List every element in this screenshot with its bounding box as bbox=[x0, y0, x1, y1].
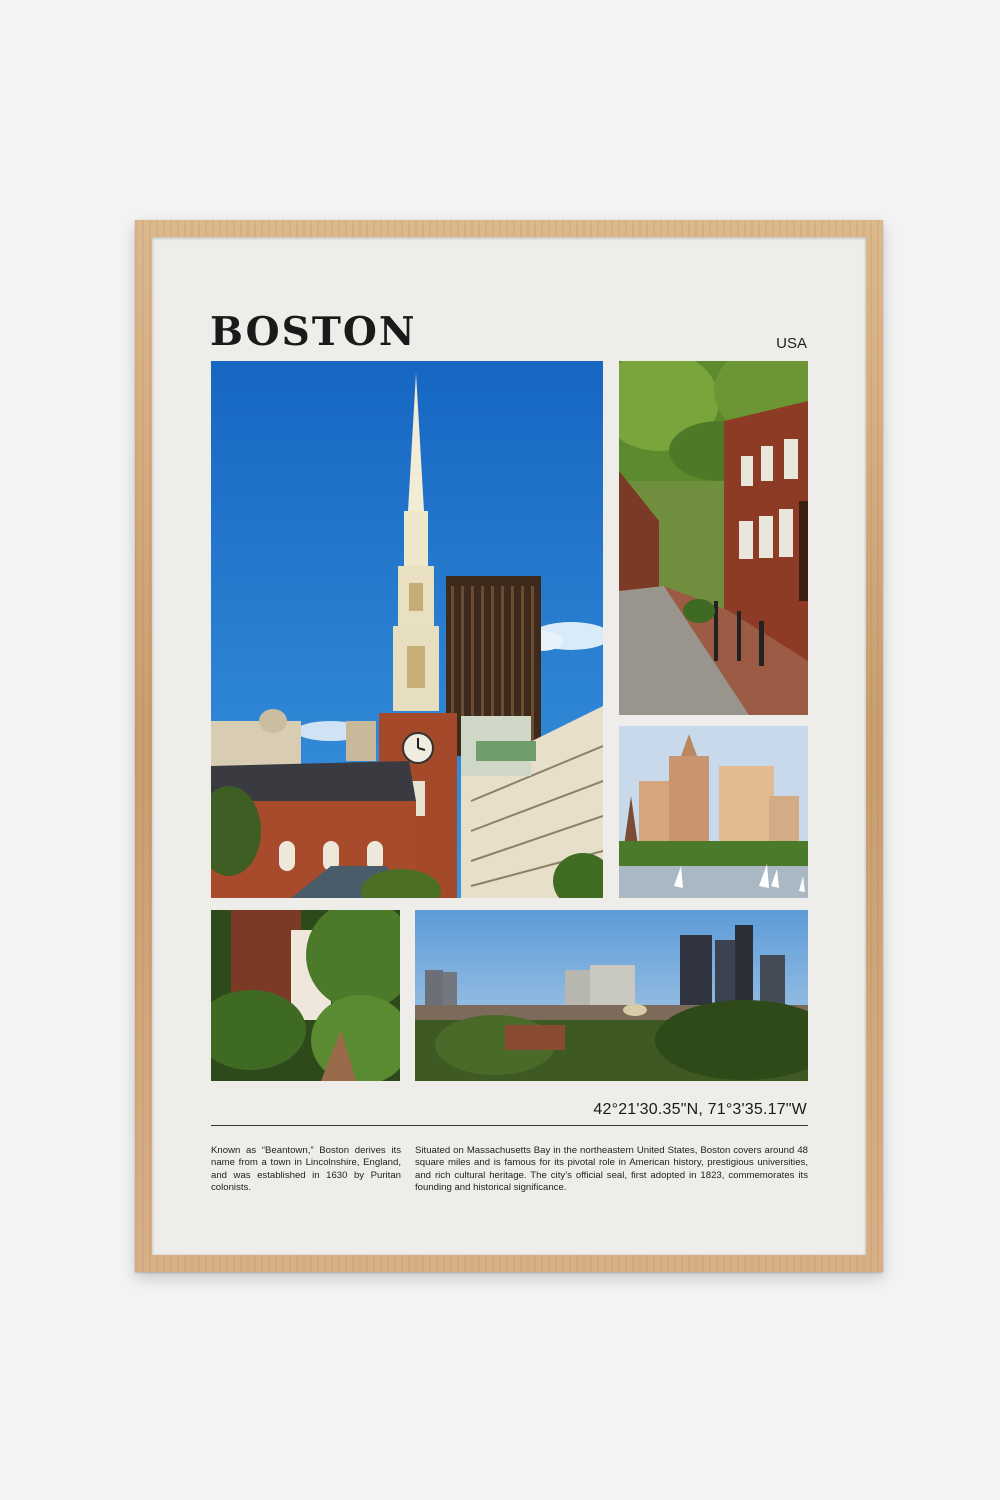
garden-walkway-photo bbox=[211, 910, 400, 1081]
poster-print bbox=[152, 237, 866, 1255]
brick-street-photo bbox=[619, 361, 808, 715]
description-left: Known as “Beantown,” Boston derives its name from a town in Lincolnshire, England, and was established in 1630 by Puritan colonists. bbox=[211, 1145, 401, 1194]
wooden-frame bbox=[135, 220, 883, 1272]
skyline-sailboats-photo bbox=[619, 726, 808, 898]
city-panorama-photo bbox=[415, 910, 808, 1081]
church-steeple-photo bbox=[211, 361, 603, 898]
coordinates-text: 42°21'30.35"N, 71°3'35.17"W bbox=[593, 1101, 807, 1118]
city-title: BOSTON bbox=[210, 309, 417, 355]
description-right: Situated on Massachusetts Bay in the northeastern United States, Boston covers around 48 square miles and is famous for its pivotal role in American history, prestigious universities, and rich cultural heritage. The city’s official seal, first adopted in 1823, commemorates its founding and historical significance. bbox=[415, 1145, 808, 1194]
divider-line bbox=[211, 1125, 808, 1126]
country-label: USA bbox=[776, 335, 807, 352]
